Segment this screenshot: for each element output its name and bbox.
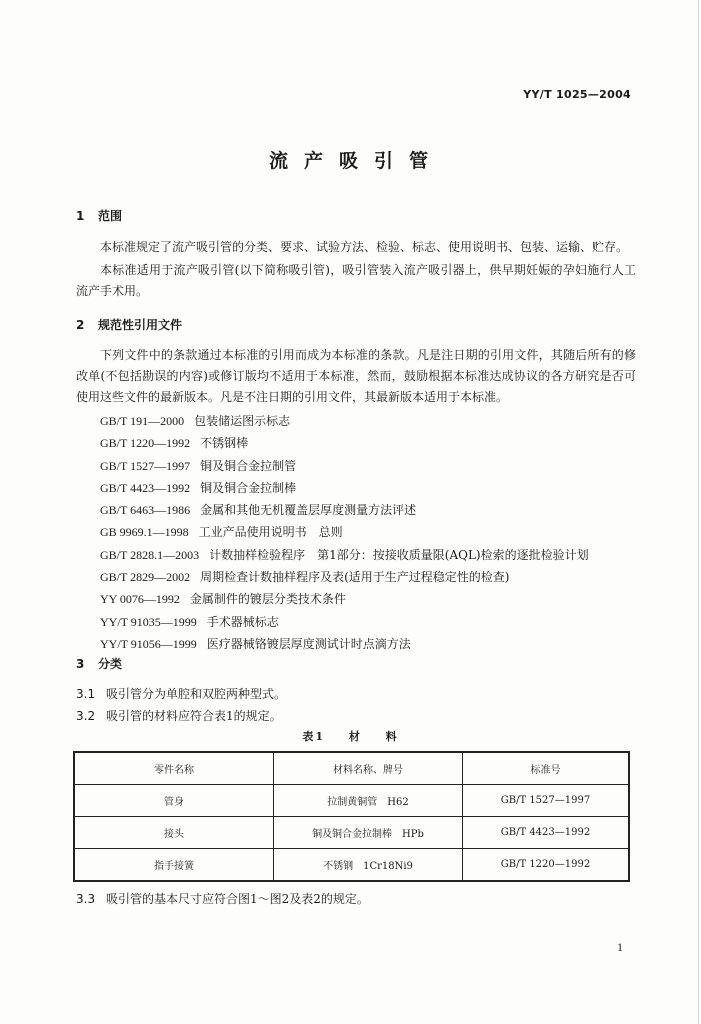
reference-code: GB/T 2829—2002 bbox=[100, 570, 191, 585]
table-cell: GB/T 4423—1992 bbox=[463, 817, 630, 849]
reference-title: 计数抽样检验程序 第1部分：按接收质量限(AQL)检索的逐批检验计划 bbox=[209, 547, 589, 562]
reference-code: GB/T 6463—1986 bbox=[100, 503, 191, 518]
table-cell: 不锈钢 1Cr18Ni9 bbox=[274, 849, 463, 882]
reference-code: YY 0076—1992 bbox=[100, 592, 180, 607]
reference-code: GB/T 191—2000 bbox=[100, 414, 185, 428]
table-header-cell: 零件名称 bbox=[74, 752, 274, 785]
section-title: 规范性引用文件 bbox=[98, 318, 183, 332]
reference-item bbox=[100, 544, 589, 566]
reference-item bbox=[100, 521, 589, 543]
table-cell: 接头 bbox=[74, 817, 274, 849]
section-1-heading bbox=[76, 207, 122, 224]
scope-paragraph-1: 本标准规定了流产吸引管的分类、要求、试验方法、检验、标志、使用说明书、包装、运输、贮存。 bbox=[100, 240, 629, 254]
reference-title: 不锈钢棒 bbox=[200, 436, 249, 451]
table-caption-word-a: 材 bbox=[348, 730, 362, 743]
reference-list bbox=[100, 410, 589, 655]
normative-references-paragraph: 下列文件中的条款通过本标准的引用而成为本标准的条款。凡是注日期的引用文件，其随后所有的修改单(不包括勘误的内容)或修订版均不适用于本标准，然而，鼓励根据本标准达成协议的各方研究是否可使用这些文件的最新版本。凡是不注日期的引用文件，其最新版本适用于本标准。 bbox=[76, 348, 636, 404]
table-cell: 拉制黄铜管 H62 bbox=[274, 785, 463, 817]
reference-title: 包装储运图示标志 bbox=[194, 414, 291, 428]
standard-code: YY/T 1025—2004 bbox=[523, 88, 631, 101]
section-number: 1 bbox=[76, 209, 85, 223]
reference-title: 手术器械标志 bbox=[206, 614, 279, 629]
reference-item bbox=[100, 455, 589, 477]
document-title: 流产吸引管 bbox=[268, 150, 444, 172]
section-number: 2 bbox=[76, 318, 85, 332]
section-2-heading bbox=[76, 316, 182, 333]
table-row bbox=[74, 817, 629, 849]
reference-title: 金属制件的镀层分类技术条件 bbox=[189, 592, 346, 607]
table-cell: GB/T 1220—1992 bbox=[463, 849, 630, 882]
clause-3-1 bbox=[76, 685, 286, 702]
section-title: 范围 bbox=[98, 209, 123, 223]
reference-item bbox=[100, 432, 589, 454]
reference-title: 医疗器械铬镀层厚度测试计时点滴方法 bbox=[206, 636, 411, 651]
table-row bbox=[74, 849, 629, 882]
materials-table bbox=[73, 751, 630, 882]
table-cell: 管身 bbox=[74, 785, 274, 817]
reference-item bbox=[100, 633, 589, 655]
section-title: 分类 bbox=[98, 657, 123, 671]
reference-item bbox=[100, 410, 589, 432]
clause-number: 3.1 bbox=[76, 687, 96, 701]
table-caption-label: 表1 bbox=[302, 730, 325, 743]
clause-3-3 bbox=[76, 890, 369, 907]
table-cell: GB/T 1527—1997 bbox=[463, 785, 630, 817]
reference-code: YY/T 91056—1999 bbox=[100, 636, 197, 651]
clause-3-2 bbox=[76, 707, 282, 724]
table-cell: 铜及铜合金拉制棒 HPb bbox=[274, 817, 463, 849]
table-caption-word-b: 料 bbox=[385, 730, 399, 743]
reference-code: YY/T 91035—1999 bbox=[100, 614, 197, 629]
reference-title: 铜及铜合金拉制棒 bbox=[200, 480, 297, 495]
reference-code: GB/T 1220—1992 bbox=[100, 436, 191, 451]
table-cell: 指手接簧 bbox=[74, 849, 274, 882]
reference-code: GB 9969.1—1998 bbox=[100, 525, 189, 540]
table-header-row bbox=[74, 752, 629, 785]
reference-item bbox=[100, 499, 589, 521]
reference-item bbox=[100, 477, 589, 499]
clause-text: 吸引管的材料应符合表1的规定。 bbox=[106, 709, 282, 723]
reference-title: 周期检查计数抽样程序及表(适用于生产过程稳定性的检查) bbox=[200, 570, 510, 585]
reference-title: 金属和其他无机覆盖层厚度测量方法评述 bbox=[200, 503, 417, 518]
table-header-cell: 材料名称、牌号 bbox=[274, 752, 463, 785]
reference-item bbox=[100, 566, 589, 588]
reference-code: GB/T 2828.1—2003 bbox=[100, 547, 200, 562]
reference-item bbox=[100, 611, 589, 633]
page-number: 1 bbox=[617, 940, 623, 954]
clause-number: 3.2 bbox=[76, 709, 96, 723]
clause-number: 3.3 bbox=[76, 892, 96, 906]
reference-title: 铜及铜合金拉制管 bbox=[200, 458, 297, 473]
reference-title: 工业产品使用说明书 总则 bbox=[198, 525, 343, 540]
reference-code: GB/T 1527—1997 bbox=[100, 458, 191, 473]
scope-paragraph-2: 本标准适用于流产吸引管(以下简称吸引管)，吸引管装入流产吸引器上，供早期妊娠的孕妇施行人工流产手术用。 bbox=[76, 263, 636, 298]
reference-code: GB/T 4423—1992 bbox=[100, 480, 191, 495]
table-header-cell: 标准号 bbox=[463, 752, 630, 785]
table-caption bbox=[0, 728, 701, 744]
table-row bbox=[74, 785, 629, 817]
section-3-heading bbox=[76, 655, 122, 672]
section-number: 3 bbox=[76, 657, 85, 671]
clause-text: 吸引管的基本尺寸应符合图1～图2及表2的规定。 bbox=[106, 892, 369, 906]
reference-item bbox=[100, 588, 589, 610]
clause-text: 吸引管分为单腔和双腔两种型式。 bbox=[106, 687, 287, 701]
